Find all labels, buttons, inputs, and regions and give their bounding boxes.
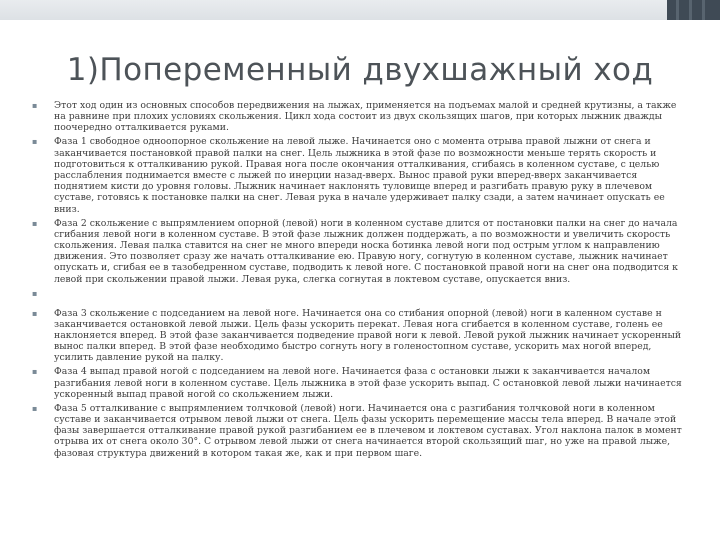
bullet-item xyxy=(30,218,682,285)
bullet-item xyxy=(30,403,682,459)
accent-stripe xyxy=(689,0,692,20)
bullet-item-empty xyxy=(30,288,682,299)
bullet-text: Фаза 4 выпад правой ногой с подседанием на левой ноге. Начинается фаза с остановки лыжи к заканчивается началом разгибания левой ноги в коленном суставе. Цель лыжника в этой фазе ускорить выпад. С остановкой левой лыжи начинается ускоренный выпад правой ногой со скольжением лыжи. xyxy=(54,366,682,400)
slide-title: 1)Попеременный двухшажный ход xyxy=(66,52,654,88)
bullet-icon: ▪ xyxy=(32,308,38,318)
bullet-item xyxy=(30,100,682,134)
accent-stripe xyxy=(676,0,679,20)
bullet-icon: ▪ xyxy=(32,218,38,228)
bullet-icon: ▪ xyxy=(32,367,38,377)
top-accent-block xyxy=(667,0,720,20)
bullet-text: Фаза 2 скольжение с выпрямлением опорной (левой) ноги в коленном суставе длится от постановки палки на снег до начала сгибания левой ноги в коленном суставе. В этой фазе лыжник должен поддержать, а по возможности и увеличить скорость скольжения. Левая палка ставится на снег не много впереди носка ботинка левой ноги под острым углом к направлению движения. Это позволяет сразу же начать отталкивание ею. Правую ногу, согнутую в коленном суставе, лыжник начинает опускать и, сгибая ее в тазобедренном суставе, подводить к левой ноге. С постановкой правой ноги на снег она подводится к левой при скольжении правой лыжи. Левая рука, слегка согнутая в локтевом суставе, опускается вниз. xyxy=(54,217,678,285)
bullet-icon: ▪ xyxy=(32,137,38,147)
bullet-item xyxy=(30,366,682,400)
bullet-icon: ▪ xyxy=(32,101,38,110)
bullet-text: Фаза 3 скольжение с подседанием на левой ноге. Начинается она со стибания опорной (левой) ноги в каленном суставе н заканчивается остановкой левой лыжи. Цель фазы ускорить перекат. Левая нога сгибается в коленном суставе, голень ее наклоняется вперед. В этой фазе заканчивается подведение правой ноги к левой. Левой рукой лыжник начинает ускоренный вынос палки вперед. В этой фазе необходимо быстро согнуть ногу в голеностопном суставе, ускорить мах ногой вперед, усилить давление рукой на палку. xyxy=(54,307,682,364)
top-decorative-bar xyxy=(0,0,720,20)
bullet-icon: ▪ xyxy=(32,288,38,298)
bullet-text: Фаза 5 отталкивание с выпрямлением толчковой (левой) ноги. Начинается она с разгибания толчковой ноги в коленном суставе и заканчивается отрывом левой лыжи от снега. Цель фазы ускорить перемещение массы тела вперед. В начале этой фазы завершается отталкивание правой рукой разгибанием ее в плечевом и локтевом суставах. Угол наклона палок в момент отрыва их от снега около 30°. С отрывом левой лыжи от снега начинается второй скользящий шаг, но уже на правой лыже, фазовая структура движений в котором такая же, как и при первом шаге. xyxy=(54,402,682,459)
bullet-icon: ▪ xyxy=(32,403,38,413)
bullet-item xyxy=(30,136,682,214)
bullet-text: Фаза 1 свободное одноопорное скольжение на левой лыже. Начинается оно с момента отрыва правой лыжни от снега и заканчивается постановкой правой палки на снег. Цель лыжника в этой фазе по возможности меньше терять скорость и подготовиться к отталкиванию рукой. Правая нога после окончания отталкивания, сгибаясь в коленном суставе, с целью расслабления поднимается вместе с лыжей по инерции назад-вверх. Вынос правой руки вперед-вверх заканчивается поднятием кисти до уровня головы. Лыжник начинает наклонять туловище вперед и разгибать правую руку в плечевом суставе, готовясь к постановке палки на снег. Левая рука в начале удерживает палку сзади, а затем начинает опускать ее вниз. xyxy=(54,136,665,215)
bullet-text: Этот ход один из основных способов передвижения на лыжах, применяется на подъемах малой и средней крутизны, а также на равнине при плохих условиях скольжения. Цикл хода состоит из двух скользящих шагов, при которых лыжник дважды поочередно отталкивается руками. xyxy=(54,100,677,134)
accent-stripe xyxy=(702,0,705,20)
bullet-item xyxy=(30,308,682,364)
bullet-list xyxy=(30,100,682,462)
